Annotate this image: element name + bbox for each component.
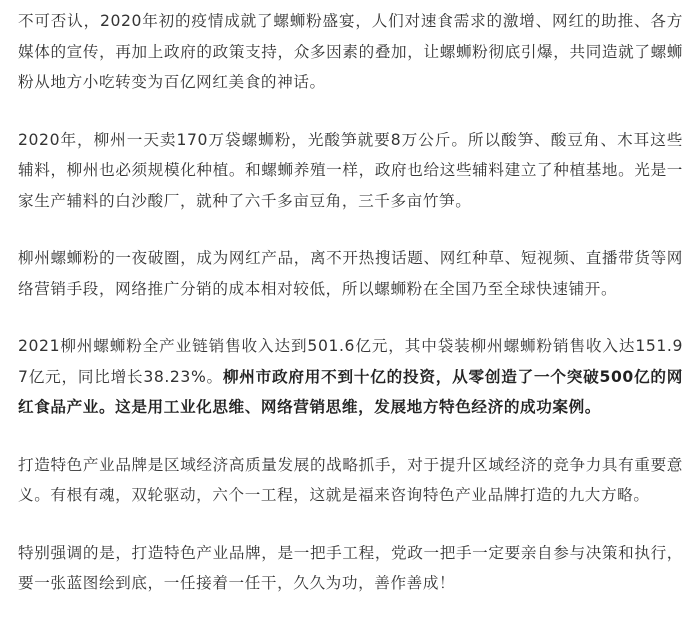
paragraph-pandemic [18, 6, 683, 98]
paragraph-text: 不可否认，2020年初的疫情成就了螺蛳粉盛宴，人们对速食需求的激增、网红的助推、各方媒体的宣传，再加上政府的政策支持，众多因素的叠加，让螺蛳粉彻底引爆，共同造就了螺蛳粉从地方小吃转变为百亿网红美食的神话。 [18, 12, 683, 91]
paragraph-revenue-2021 [18, 331, 683, 423]
paragraph-strategy [18, 450, 683, 511]
paragraph-text: 柳州螺蛳粉的一夜破圈，成为网红产品，离不开热搜话题、网红种草、短视频、直播带货等网络营销手段，网络推广分销的成本相对较低，所以螺蛳粉在全国乃至全球快速铺开。 [18, 249, 683, 298]
paragraph-text: 2020年，柳州一天卖170万袋螺蛳粉，光酸笋就要8万公斤。所以酸笋、酸豆角、木耳这些辅料，柳州也必须规模化种植。和螺蛳养殖一样，政府也给这些辅料建立了种植基地。光是一家生产辅料的白沙酸厂，就种了六千多亩豆角，三千多亩竹笋。 [18, 130, 683, 210]
paragraph-text: 打造特色产业品牌是区域经济高质量发展的战略抓手，对于提升区域经济的竞争力具有重要意义。有根有魂，双轮驱动，六个一工程，这就是福来咨询特色产业品牌打造的九大方略。 [18, 455, 683, 504]
paragraph-bold-highlight: 柳州市政府用不到十亿的投资，从零创造了一个突破500亿的网红食品产业。这是用工业化思维、网络营销思维，发展地方特色经济的成功案例。 [18, 367, 683, 416]
paragraph-marketing [18, 243, 683, 304]
paragraph-emphasis [18, 538, 683, 599]
paragraph-text: 2021柳州螺蛳粉全产业链销售收入达到501.6亿元，其中袋装柳州螺蛳粉销售收入达151.97亿元，同比增长38.23%。 [18, 337, 683, 386]
paragraph-text: 特别强调的是，打造特色产业品牌，是一把手工程，党政一把手一定要亲自参与决策和执行，要一张蓝图绘到底，一任接着一任干，久久为功，善作善成！ [18, 543, 683, 592]
paragraph-sales-2020 [18, 125, 683, 217]
